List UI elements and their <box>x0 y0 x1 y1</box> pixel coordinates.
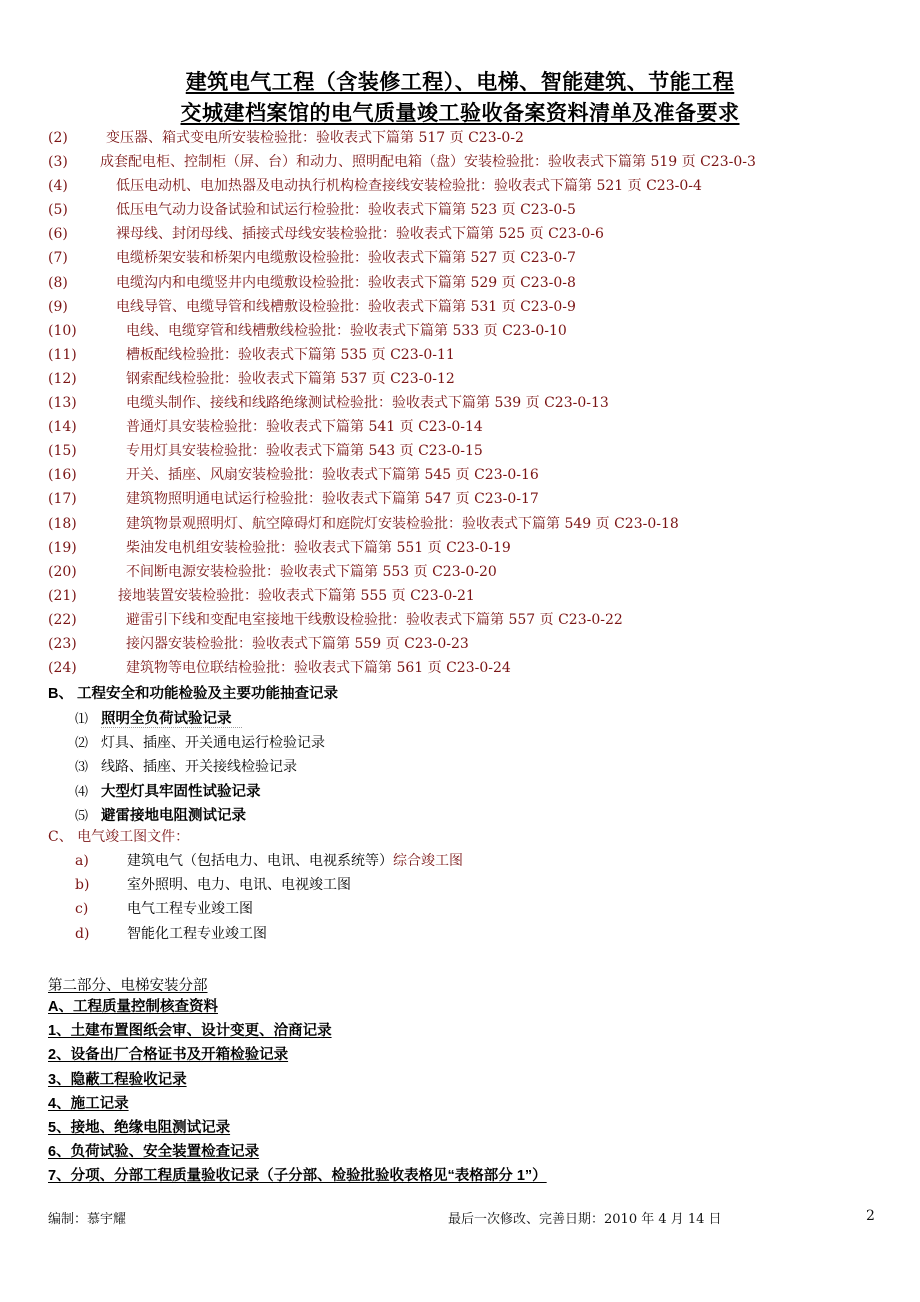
list-item: 7、分项、分部工程质量验收记录（子分部、检验批验收表格见“表格部分 1”） <box>48 1168 547 1185</box>
list-item: (9) 电线导管、电缆导管和线槽敷设检验批：验收表式下篇第 531 页 C23-0-9 <box>48 298 576 315</box>
section-c-list <box>75 849 463 946</box>
section-c-heading: C、 电气竣工图文件： <box>48 829 190 845</box>
list-item: (4) 低压电动机、电加热器及电动执行机构检查接线安装检验批：验收表式下篇第 521 页 C23-0-4 <box>48 178 702 195</box>
list-item: (6) 裸母线、封闭母线、插接式母线安装检验批：验收表式下篇第 525 页 C23-0-6 <box>48 226 604 243</box>
footer-editor: 编制：慕宇耀 <box>48 1212 127 1227</box>
list-item: ⑸ 避雷接地电阻测试记录 <box>75 807 246 824</box>
list-item: ⑷ 大型灯具牢固性试验记录 <box>75 783 261 800</box>
list-item: ⑶ 线路、插座、开关接线检验记录 <box>75 759 297 776</box>
list-item: (12) 钢索配线检验批：验收表式下篇第 537 页 C23-0-12 <box>48 370 455 387</box>
list-item: (5) 低压电气动力设备试验和试运行检验批：验收表式下篇第 523 页 C23-0-5 <box>48 202 576 219</box>
list-item: (14) 普通灯具安装检验批：验收表式下篇第 541 页 C23-0-14 <box>48 419 483 436</box>
document-title-line1: 建筑电气工程（含装修工程）、电梯、智能建筑、节能工程 <box>185 69 735 94</box>
list-item: (11) 槽板配线检验批：验收表式下篇第 535 页 C23-0-11 <box>48 346 455 363</box>
list-item: ⑵ 灯具、插座、开关通电运行检验记录 <box>75 735 325 752</box>
list-item: 5、接地、绝缘电阻测试记录 <box>48 1119 231 1136</box>
list-item: (24) 建筑物等电位联结检验批：验收表式下篇第 561 页 C23-0-24 <box>48 660 511 677</box>
list-item: 2、设备出厂合格证书及开箱检验记录 <box>48 1047 289 1064</box>
list-item: 4、施工记录 <box>48 1095 129 1112</box>
list-item: (16) 开关、插座、风扇安装检验批：验收表式下篇第 545 页 C23-0-16 <box>48 467 539 484</box>
list-item: a) 建筑电气（包括电力、电讯、电视系统等）综合竣工图 <box>75 853 463 869</box>
list-item: (17) 建筑物照明通电试运行检验批：验收表式下篇第 547 页 C23-0-17 <box>48 491 539 508</box>
section-b-heading: B、 工程安全和功能检验及主要功能抽查记录 <box>48 686 338 702</box>
part2-heading: 第二部分、电梯安装分部 <box>48 978 208 994</box>
list-item: (8) 电缆沟内和电缆竖井内电缆敷设检验批：验收表式下篇第 529 页 C23-0-8 <box>48 274 576 291</box>
list-item: 3、隐蔽工程验收记录 <box>48 1071 187 1088</box>
list-item: (19) 柴油发电机组安装检验批：验收表式下篇第 551 页 C23-0-19 <box>48 539 511 556</box>
list-item: 1、土建布置图纸会审、设计变更、洽商记录 <box>48 1023 332 1040</box>
list-item: (10) 电线、电缆穿管和线槽敷线检验批：验收表式下篇第 533 页 C23-0-10 <box>48 322 567 339</box>
list-item: (21) 接地装置安装检验批：验收表式下篇第 555 页 C23-0-21 <box>48 587 475 604</box>
list-item: b) 室外照明、电力、电讯、电视竣工图 <box>75 877 351 894</box>
list-item: (7) 电缆桥架安装和桥架内电缆敷设检验批：验收表式下篇第 527 页 C23-0-7 <box>48 250 576 267</box>
document-title-line2: 交城建档案馆的电气质量竣工验收备案资料清单及准备要求 <box>180 100 740 125</box>
list-item: (13) 电缆头制作、接线和线路绝缘测试检验批：验收表式下篇第 539 页 C23-0-13 <box>48 395 609 412</box>
list-item: ⑴ 照明全负荷试验记录 <box>75 706 325 730</box>
list-item: d) 智能化工程专业竣工图 <box>75 925 267 942</box>
part2-list <box>48 995 547 1189</box>
footer-modified-date: 最后一次修改、完善日期：2010 年 4 月 14 日 <box>448 1212 722 1227</box>
list-item: (15) 专用灯具安装检验批：验收表式下篇第 543 页 C23-0-15 <box>48 443 483 460</box>
list-item: (23) 接闪器安装检验批：验收表式下篇第 559 页 C23-0-23 <box>48 635 469 652</box>
section-b-list <box>75 706 325 827</box>
inspection-batch-list <box>48 126 756 680</box>
page-number: 2 <box>866 1208 875 1224</box>
list-item: 6、负荷试验、安全装置检查记录 <box>48 1144 260 1161</box>
list-item: (3) 成套配电柜、控制柜（屏、台）和动力、照明配电箱（盘）安装检验批：验收表式下篇第 519 页 C23-0-3 <box>48 154 756 171</box>
list-item: (20) 不间断电源安装检验批：验收表式下篇第 553 页 C23-0-20 <box>48 563 497 580</box>
list-item: (18) 建筑物景观照明灯、航空障碍灯和庭院灯安装检验批：验收表式下篇第 549 页 C23-0-18 <box>48 515 679 532</box>
list-item: A、工程质量控制核查资料 <box>48 999 218 1015</box>
list-item: c) 电气工程专业竣工图 <box>75 901 253 918</box>
list-item: (22) 避雷引下线和变配电室接地干线敷设检验批：验收表式下篇第 557 页 C23-0-22 <box>48 611 623 628</box>
list-item: (2) 变压器、箱式变电所安装检验批：验收表式下篇第 517 页 C23-0-2 <box>48 130 524 146</box>
